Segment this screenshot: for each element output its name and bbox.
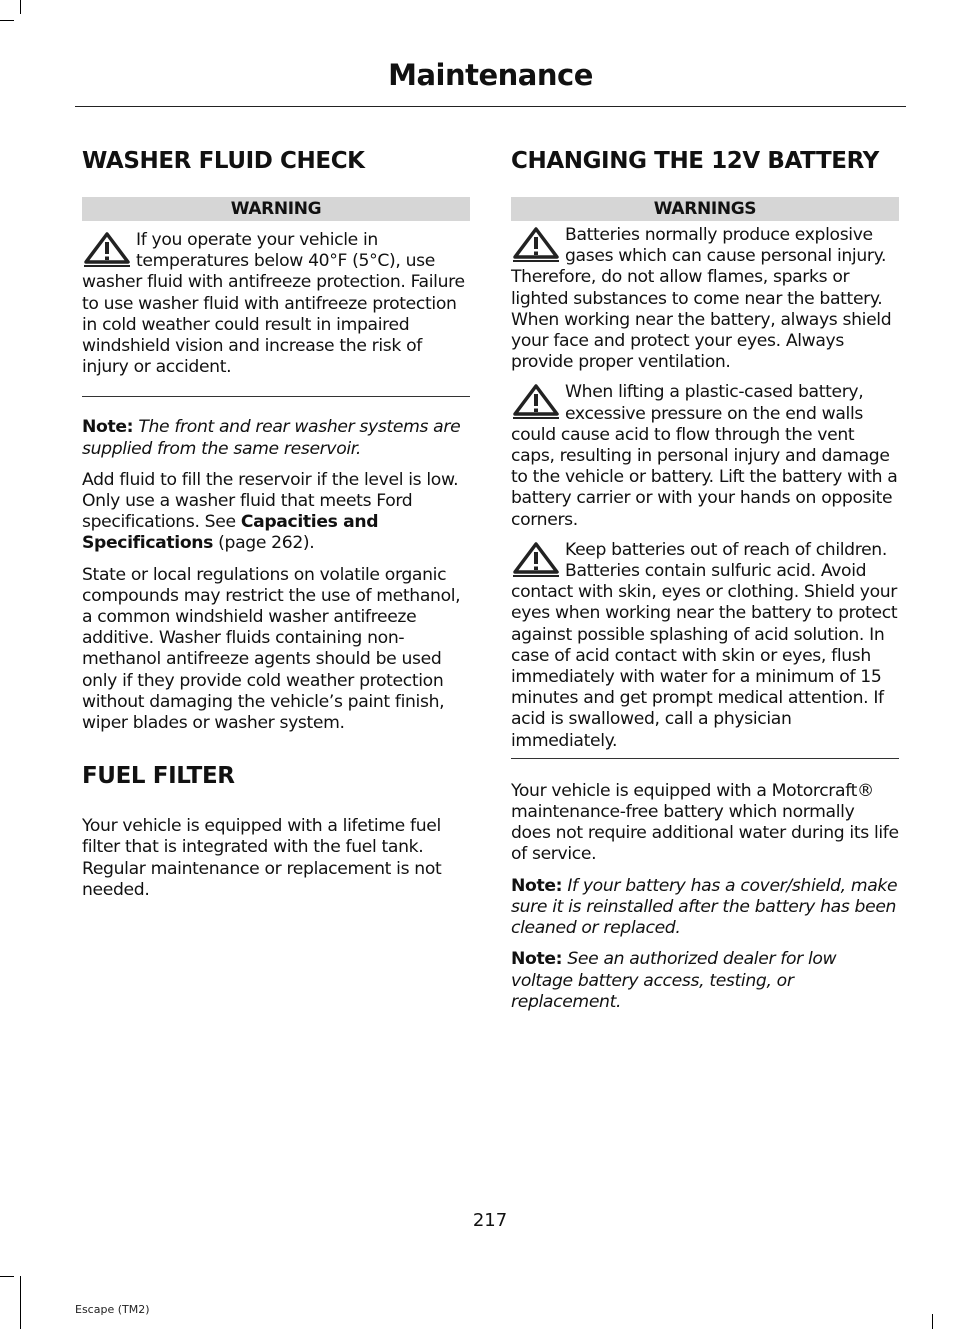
crop-mark [0,1276,14,1277]
warning-triangle-icon [511,382,561,424]
note [511,949,899,1013]
note-text: If your battery has a cover/shield, make sure it is reinstalled after the battery has been cleaned or replaced. [511,875,898,939]
title-divider [75,106,906,107]
page-reference: (page 262). [213,533,315,554]
warning-item [511,225,899,373]
note-label: Note: [82,417,134,438]
paragraph: Your vehicle is equipped with a Motorcraft® maintenance-free battery which normally does not require additional water during its life of service. [511,780,899,865]
warning-triangle-icon [82,230,132,272]
battery-heading: CHANGING THE 12V BATTERY [511,148,879,174]
warning-triangle-icon [511,225,561,267]
note-text: The front and rear washer systems are supplied from the same reservoir. [82,417,461,459]
page-number: 217 [472,1210,508,1231]
warning-item [82,230,470,378]
warnings-bar: WARNINGS [511,197,899,221]
note-label: Note: [511,949,563,970]
warning-text: Keep batteries out of reach of children. Batteries contain sulfuric acid. Avoid contact with skin, eyes or clothing. Shield your eyes when working near the battery to protect against possible splashing of acid solution. In case of acid contact with skin or eyes, flush immediately with water for a minimum of 15 minutes and get prompt medical attention. If acid is swallowed, call a physician immediately. [511,539,898,751]
warning-triangle-icon [511,540,561,582]
left-column [82,145,470,901]
section-divider [511,758,899,759]
warning-bar: WARNING [82,197,470,221]
fuel-filter-heading: FUEL FILTER [82,763,235,790]
cross-reference-link[interactable]: Capacities and Specifications [82,512,379,554]
crop-mark [20,0,21,14]
right-column [511,145,899,1013]
note [82,417,470,459]
washer-fluid-heading: WASHER FLUID CHECK [82,148,365,174]
warning-text: When lifting a plastic-cased battery, excessive pressure on the end walls could cause acid to flow through the vent caps, resulting in personal injury and damage to the vehicle or battery. Lift the battery with a battery carrier or with your hands on opposite corners. [511,382,898,530]
warning-item [511,540,899,752]
paragraph: State or local regulations on volatile organic compounds may restrict the use of methanol, a common windshield washer antifreeze additive. Washer fluids containing non-methanol antifreeze agents should be used only if they provide cold weather protection without damaging the vehicle’s paint finish, wiper blades or washer system. [82,564,461,734]
paragraph: Your vehicle is equipped with a lifetime fuel filter that is integrated with the fuel tank. Regular maintenance or replacement is not needed. [82,816,442,900]
footer-model: Escape (TM2) [75,1303,150,1316]
crop-mark [0,20,14,21]
page-title: Maintenance [388,58,593,92]
warning-text: Batteries normally produce explosive gases which can cause personal injury. Therefore, do not allow flames, sparks or lighted substances to come near the battery. When working near the battery, always shield your face and protect your eyes. Always provide proper ventilation. [511,225,892,373]
section-divider [82,396,470,397]
note-text: See an authorized dealer for low voltage battery access, testing, or replacement. [511,949,837,1012]
warning-item [511,382,899,530]
paragraph [82,470,470,555]
crop-mark [20,1276,21,1329]
crop-mark [932,1314,933,1329]
note-label: Note: [511,875,563,896]
paragraph-text: Add fluid to fill the reservoir if the level is low. Only use a washer fluid that meets Ford specifications. See [82,469,459,533]
warning-text: If you operate your vehicle in temperatures below 40°F (5°C), use washer fluid with antifreeze protection. Failure to use washer fluid with antifreeze protection in cold weather could result in impaired windshield vision and increase the risk of injury or accident. [82,230,465,378]
note [511,876,899,940]
